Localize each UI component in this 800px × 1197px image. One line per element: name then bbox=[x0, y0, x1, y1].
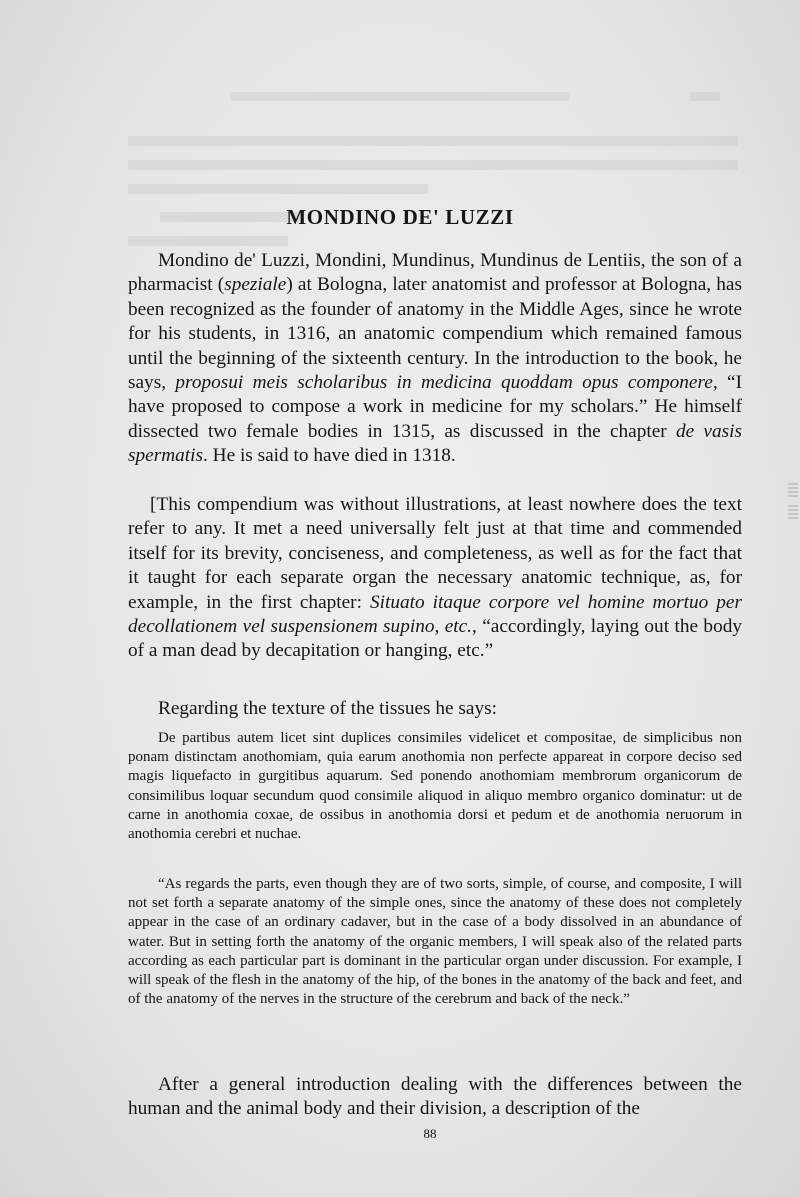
chapter-title: MONDINO DE' LUZZI bbox=[286, 205, 514, 229]
latin-quotation bbox=[128, 729, 742, 844]
paragraph-compendium bbox=[128, 493, 742, 664]
text-run: After a general introduction dealing with the differences between the human and the animal body and their division, a description of the bbox=[128, 1074, 742, 1120]
page-edge-mark bbox=[788, 483, 798, 497]
english-translation bbox=[128, 875, 742, 1009]
page-number: 88 bbox=[423, 1126, 437, 1141]
italic-text-run: Situato itaque corpore vel homine mortuo per decollationem vel suspensionem supino, etc. bbox=[128, 591, 742, 638]
text-run: ) at Bologna, later anatomist and professor at Bologna, has been recognized as the founder of anatomy in the Middle Ages, since he wrote for his students, in 1316, an anatomic compendium which remained famous until the beginning of the sixteenth century. In the introduction to the book, he says, bbox=[128, 274, 742, 394]
text-run: , “I have proposed to compose a work in medicine for my scholars.” He himself dissected two female bodies in 1315, as discussed in the chapter bbox=[128, 372, 742, 442]
text-run: Mondino de' Luzzi, Mondini, Mundinus, Mundinus de Lentiis, the son of a pharmacist ( bbox=[128, 250, 742, 296]
italic-text-run: proposui meis scholaribus in medicina quoddam opus componere bbox=[175, 372, 713, 394]
bleed-through-text bbox=[0, 0, 800, 240]
italic-text-run: speziale bbox=[224, 274, 287, 296]
text-run: “As regards the parts, even though they are of two sorts, simple, of course, and composite, I will not set forth a separate anatomy of the simple ones, since the anatomy of these does not completely appear in the case of an ordinary cadaver, but in the case of a body dissolved in an abundance of water. But in setting forth the anatomy of the organic members, I will speak also of the related parts according as each particular part is dominant in the particular organ under discussion. For example, I will speak of the flesh in the anatomy of the hip, of the bones in the anatomy of the back and feet, and of the anatomy of the nerves in the structure of the cerebrum and back of the neck.” bbox=[128, 876, 742, 1008]
text-run: , “accordingly, laying out the body of a man dead by decapitation or hanging, etc.” bbox=[128, 616, 742, 662]
paragraph-intro bbox=[128, 249, 742, 469]
text-run: Regarding the texture of the tissues he says: bbox=[158, 698, 497, 719]
text-run: . He is said to have died in 1318. bbox=[203, 445, 456, 467]
text-run: [This compendium was without illustrations, at least nowhere does the text refer to any. It met a need universally felt just at that time and commended itself for its brevity, conciseness, and completeness, as well as for the fact that it taught for each separate organ the necessary anatomic technique, as, for example, in the first chapter: bbox=[128, 494, 742, 613]
page-edge-mark bbox=[788, 505, 798, 519]
italic-text-run: de vasis spermatis bbox=[128, 420, 742, 467]
paragraph-tissues-intro bbox=[128, 697, 742, 721]
paragraph-general-introduction bbox=[128, 1073, 742, 1122]
text-run: De partibus autem licet sint duplices consimiles videlicet et compositae, de simplicibus non ponam distinctam anothomiam, quia earum anothomia non perfecte appareat in corpore deciso sed magis liquefacto in gurgitibus aquarum. Sed ponendo anothomiam membrorum organicorum de consimilibus loquar secundum quod consimile aliquod in aliquo membro organico dominatur: ut de carne in anothomia coxae, de ossibus in anothomia dorsi et pedum et de anothomia neruorum in anothomia cerebri et nuchae. bbox=[128, 730, 742, 843]
